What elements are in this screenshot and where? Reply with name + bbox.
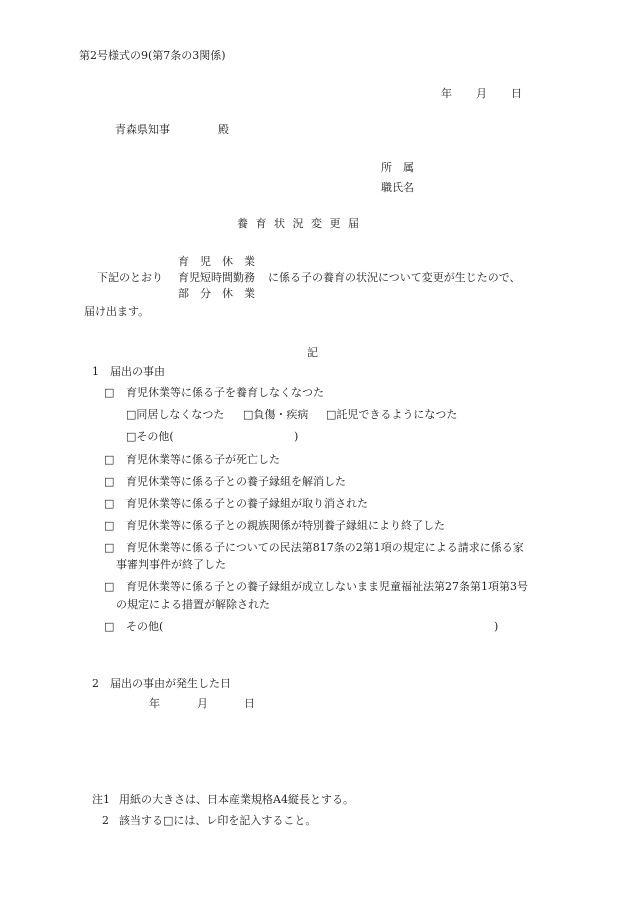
reason-special-adoption: 育児休業等に係る子との親族関係が特別養子縁組により終了した bbox=[126, 519, 445, 532]
intro-prefix: 下記のとおり bbox=[97, 271, 163, 284]
checkbox-welfare-measure[interactable]: □ bbox=[104, 580, 115, 593]
reason-other: その他( bbox=[126, 620, 164, 633]
reason-family-court-case: 育児休業等に係る子についての民法第817条の2第1項の規定による請求に係る家 bbox=[126, 541, 524, 554]
intro-option-childcare-leave: 育 児 休 業 bbox=[178, 255, 255, 268]
note-1-label: 注1 bbox=[92, 793, 110, 806]
note-2-label: 2 bbox=[102, 814, 109, 827]
event-date-day: 日 bbox=[244, 697, 255, 710]
note-1-text: 用紙の大きさは、日本産業規格A4縦長とする。 bbox=[119, 793, 354, 806]
note-2-text: 該当する□には、レ印を記入すること。 bbox=[119, 814, 317, 827]
reason-no-longer-raising: 育児休業等に係る子を養育しなくなつた bbox=[126, 386, 324, 399]
affiliation-label: 所 属 bbox=[381, 161, 414, 174]
checkbox-no-longer-raising[interactable]: □ bbox=[104, 386, 115, 399]
section2-heading: 2 届出の事由が発生した日 bbox=[92, 677, 231, 690]
checkbox-family-court-case[interactable]: □ bbox=[104, 541, 115, 554]
sub-reason-other-close: ) bbox=[294, 430, 299, 443]
reason-family-court-case-cont: 事審判事件が終了した bbox=[116, 558, 226, 571]
name-label: 職氏名 bbox=[381, 181, 414, 194]
ki-heading: 記 bbox=[307, 346, 318, 359]
date-month-label: 月 bbox=[476, 87, 487, 100]
reason-adoption-dissolved: 育児休業等に係る子との養子縁組を解消した bbox=[126, 475, 346, 488]
sub-reason-daycare[interactable]: □託児できるようになつた bbox=[326, 408, 458, 421]
date-day-label: 日 bbox=[511, 87, 522, 100]
date-year-label: 年 bbox=[441, 87, 452, 100]
form-number: 第2号様式の9(第7条の3関係) bbox=[79, 49, 226, 62]
reason-other-close: ) bbox=[494, 620, 499, 633]
checkbox-other[interactable]: □ bbox=[104, 620, 115, 633]
addressee-name: 青森県知事 bbox=[115, 123, 170, 136]
reason-child-died: 育児休業等に係る子が死亡した bbox=[126, 453, 280, 466]
sub-reason-injury-illness[interactable]: □負傷・疾病 bbox=[243, 408, 309, 421]
reason-adoption-cancelled: 育児休業等に係る子との養子縁組が取り消された bbox=[126, 497, 368, 510]
addressee-honorific: 殿 bbox=[218, 123, 229, 136]
event-date-month: 月 bbox=[197, 697, 208, 710]
document-title: 養 育 状 況 変 更 届 bbox=[237, 217, 361, 230]
checkbox-special-adoption[interactable]: □ bbox=[104, 519, 115, 532]
sub-reason-other[interactable]: □その他( bbox=[126, 430, 174, 443]
event-date-year: 年 bbox=[149, 697, 160, 710]
intro-option-partial-leave: 部 分 休 業 bbox=[178, 287, 255, 300]
intro-suffix: に係る子の養育の状況について変更が生じたので、 bbox=[268, 271, 521, 284]
intro-line2: 届け出ます。 bbox=[84, 305, 150, 318]
reason-welfare-measure-cont: の規定による措置が解除された bbox=[116, 598, 270, 611]
checkbox-child-died[interactable]: □ bbox=[104, 453, 115, 466]
section1-heading: 1 届出の事由 bbox=[92, 365, 165, 378]
checkbox-adoption-cancelled[interactable]: □ bbox=[104, 497, 115, 510]
intro-option-short-hours: 育児短時間勤務 bbox=[178, 271, 255, 284]
reason-welfare-measure: 育児休業等に係る子との養子縁組が成立しないまま児童福祉法第27条第1項第3号 bbox=[126, 580, 528, 593]
checkbox-adoption-dissolved[interactable]: □ bbox=[104, 475, 115, 488]
sub-reason-not-cohabiting[interactable]: □同居しなくなつた bbox=[126, 408, 225, 421]
